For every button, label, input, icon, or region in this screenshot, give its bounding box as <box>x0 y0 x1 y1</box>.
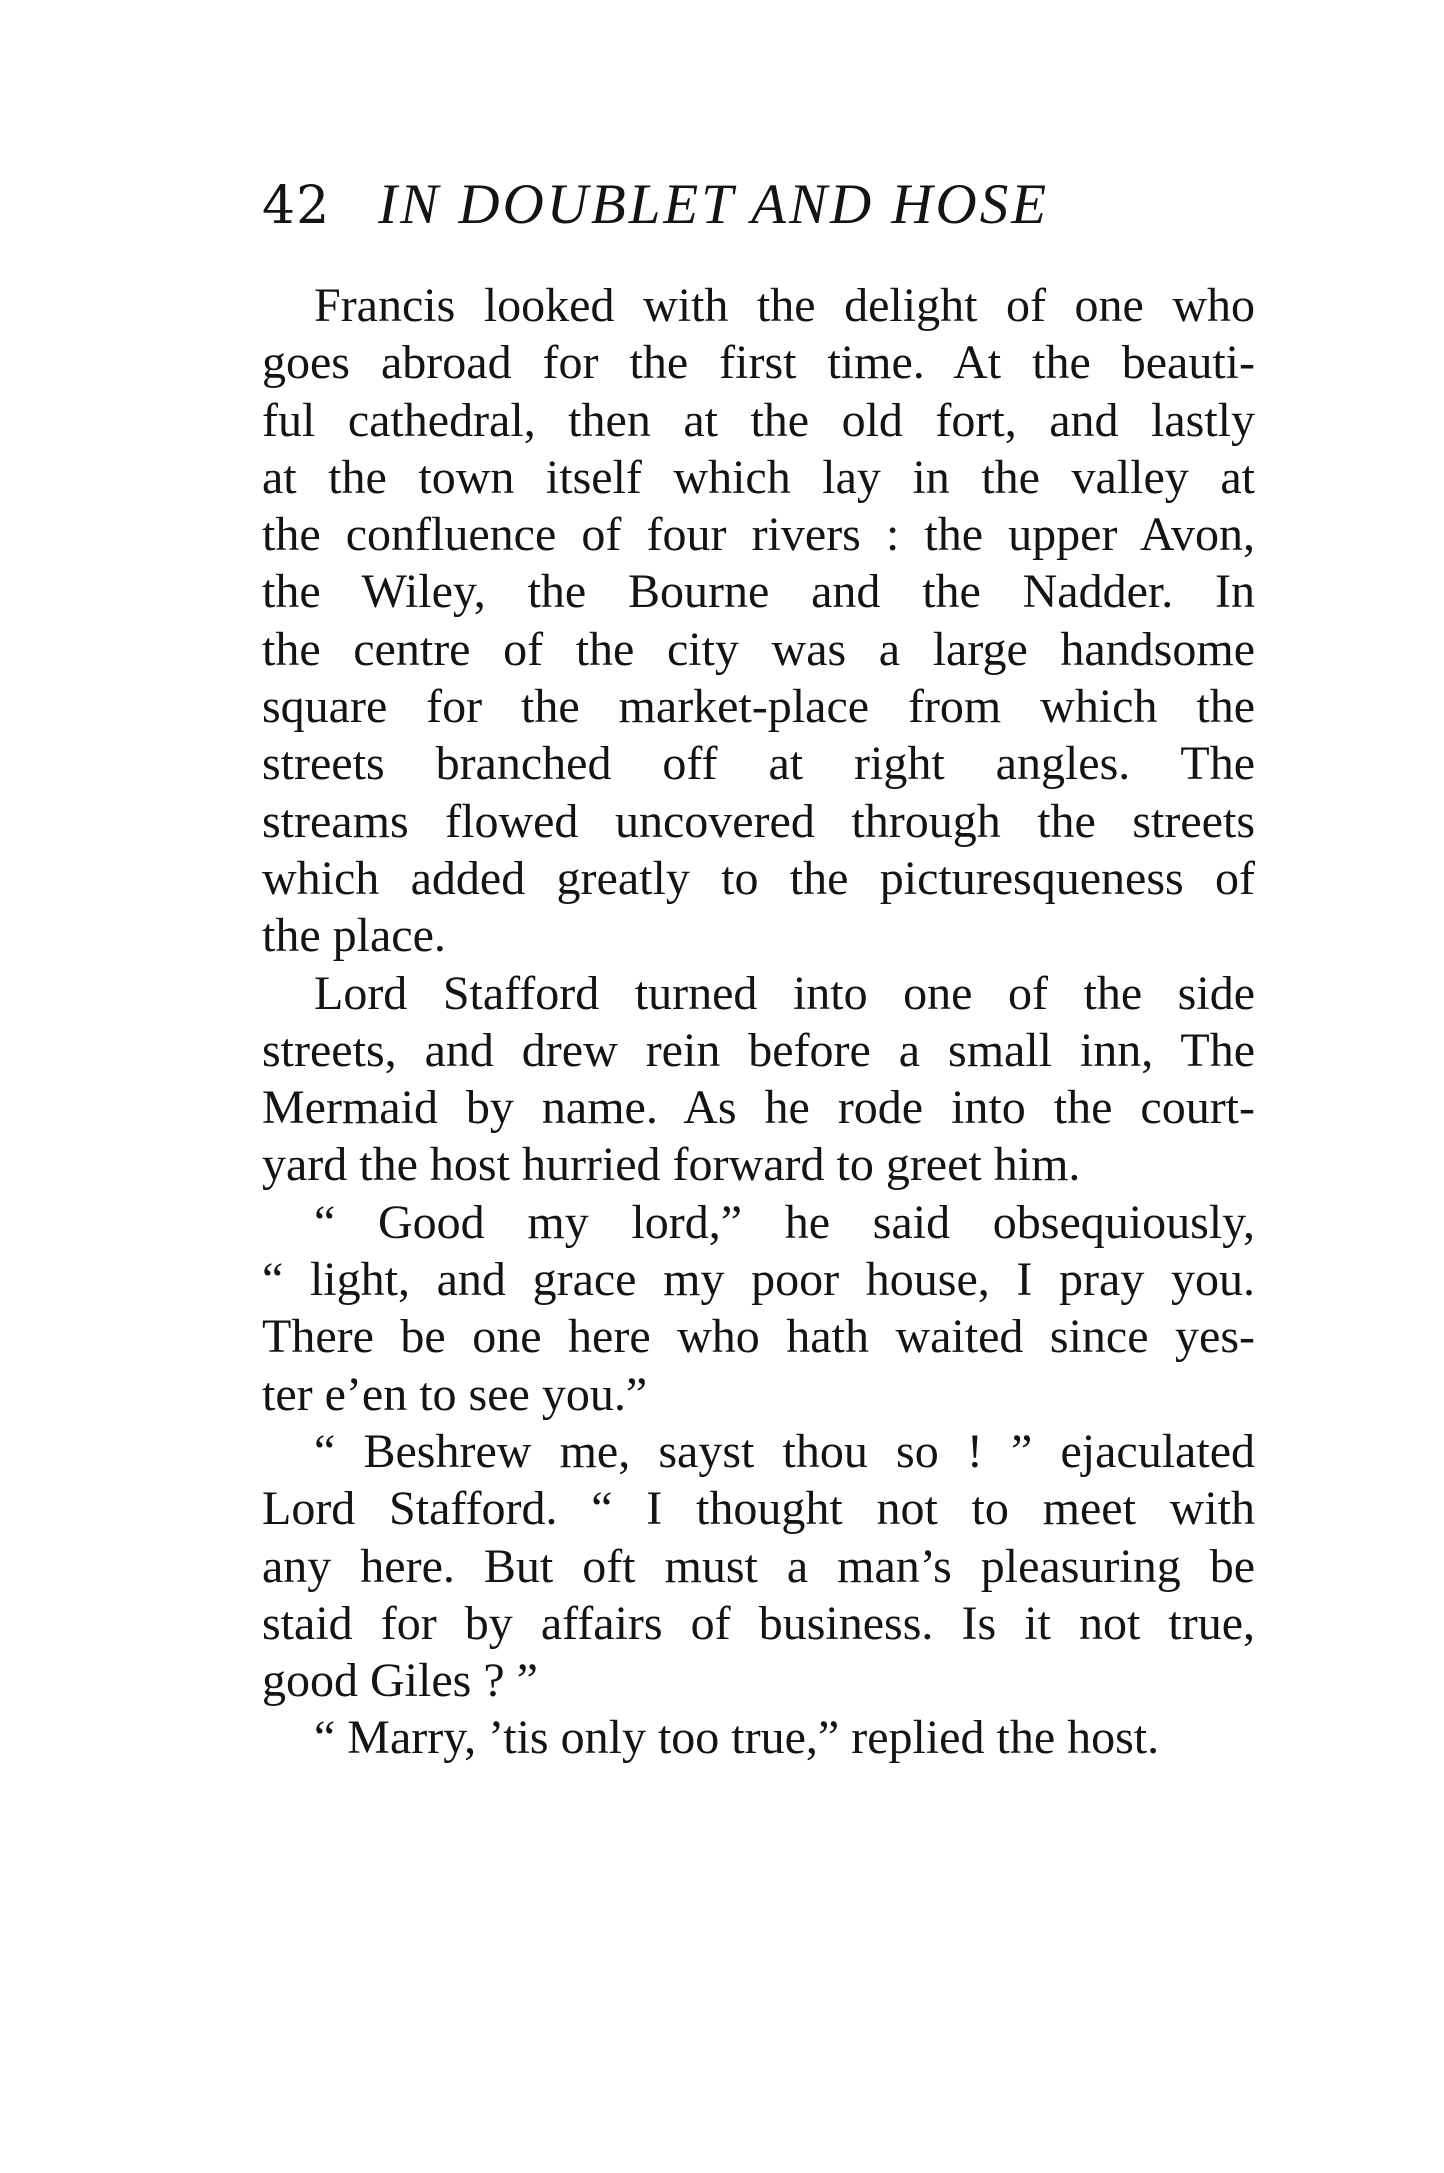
body-text <box>262 277 1255 1767</box>
page-header <box>262 165 1262 245</box>
paragraph-line: which added greatly to the picturesqueness of <box>262 851 1255 905</box>
paragraph-line: the centre of the city was a large handsome <box>262 622 1255 676</box>
paragraph-line: the Wiley, the Bourne and the Nadder. In <box>262 565 1255 619</box>
paragraph-line: goes abroad for the first time. At the beauti- <box>262 336 1255 390</box>
page-number: 42 <box>262 176 331 236</box>
paragraph-line: staid for by affairs of business. Is it not true, <box>262 1596 1255 1650</box>
paragraph-line: “ Beshrew me, sayst thou so ! ” ejaculated <box>314 1424 1255 1478</box>
paragraph-line: any here. But oft must a man’s pleasuring be <box>262 1539 1255 1593</box>
paragraph-line: Lord Stafford. “ I thought not to meet with <box>262 1482 1255 1536</box>
paragraph-line: ter e’en to see you.” <box>262 1367 648 1421</box>
paragraph-line: good Giles ? ” <box>262 1654 538 1708</box>
paragraph-line: Mermaid by name. As he rode into the court- <box>262 1081 1255 1135</box>
paragraph-line: “ light, and grace my poor house, I pray you. <box>262 1253 1255 1307</box>
paragraph-line: streets, and drew rein before a small inn, The <box>262 1023 1255 1077</box>
paragraph-line: Francis looked with the delight of one who <box>314 279 1255 332</box>
paragraph-line: Lord Stafford turned into one of the side <box>314 966 1255 1020</box>
paragraph-line: “ Marry, ’tis only too true,” replied the host. <box>314 1711 1160 1765</box>
paragraph-line: “ Good my lord,” he said obsequiously, <box>314 1195 1255 1249</box>
paragraph-line: streams flowed uncovered through the streets <box>262 794 1255 848</box>
paragraph-line: There be one here who hath waited since yes- <box>262 1310 1255 1364</box>
paragraph-line: streets branched off at right angles. The <box>262 737 1255 791</box>
paragraph-line: ful cathedral, then at the old fort, and lastly <box>262 393 1255 447</box>
paragraph-line: the confluence of four rivers : the upper Avon, <box>262 508 1255 562</box>
paragraph-line: at the town itself which lay in the valley at <box>262 450 1255 504</box>
paragraph-line: the place. <box>262 909 446 963</box>
paragraph-line: square for the market-place from which the <box>262 680 1255 734</box>
running-title: IN DOUBLET AND HOSE <box>378 173 1050 236</box>
paragraph-line: yard the host hurried forward to greet him. <box>262 1138 1081 1192</box>
